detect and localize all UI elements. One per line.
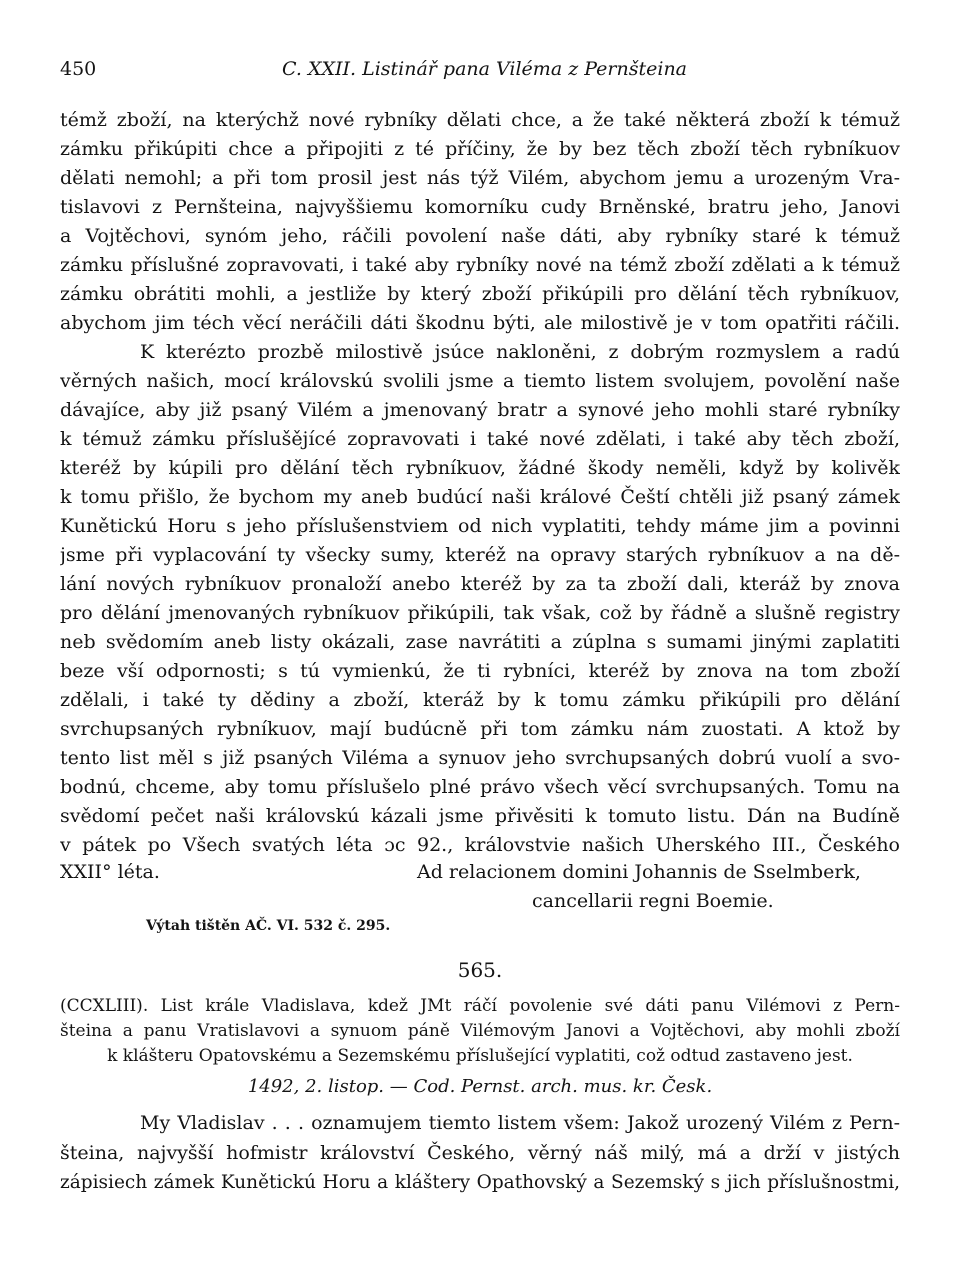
text-line: zdělali, i také ty dědiny a zboží, kteráž by k tomu zámku přikúpili pro dělání: [60, 689, 900, 711]
text-line: zámku obrátiti mohli, a jestliže by který zboží přikúpili pro dělání těch rybníkuov,: [60, 283, 900, 305]
text-line: svrchupsaných rybníkuov, mají budúcně při tom zámku nám zuostati. A ktož by: [60, 718, 900, 740]
text-line: bodnú, chceme, aby tomu příslušelo plné právo všech věcí svrchupsaných. Tomu na: [60, 776, 900, 798]
page-number: 450: [60, 58, 97, 80]
text-line: beze vší odpornosti; s tú vymienkú, že ti rybníci, kteréž by znova na tom zboží: [60, 660, 900, 682]
text-line: My Vladislav . . . oznamujem tiemto listem všem: Jakož urozený Vilém z Pern-: [140, 1112, 900, 1134]
text-line: a Vojtěchovi, synóm jeho, ráčili povolení naše dáti, aby rybníky staré k témuž: [60, 225, 900, 247]
text-line: dělati nemohl; a při tom prosil jest nás týž Vilém, abychom jemu a urozeným Vra-: [60, 167, 900, 189]
text-line: svědomí pečet naši královskú kázali jsme přivěsiti k tomuto listu. Dán na Budíně: [60, 805, 900, 827]
running-head: C. XXII. Listinář pana Viléma z Pernšteina: [282, 58, 688, 80]
regest-line: šteina a panu Vratislavovi a synuom páně Vilémovým Janovi a Vojtěchovi, aby mohli zboží: [60, 1021, 900, 1041]
source-note: Výtah tištěn AČ. VI. 532 č. 295.: [146, 918, 391, 934]
dating-line: 1492, 2. listop. — Cod. Pernst. arch. mus. kr. Česk.: [247, 1076, 713, 1097]
page-header: [60, 58, 900, 84]
text-line: tislavovi z Pernšteina, najvyššiemu komorníku cudy Brněnské, bratru jeho, Janovi: [60, 196, 900, 218]
text-line: K kterézto prozbě milostivě jsúce nakloněni, z dobrým rozmyslem a radú: [140, 341, 900, 363]
relation-line: Ad relacionem domini Johannis de Sselmberk,: [417, 861, 861, 883]
regest-line: k klášteru Opatovskému a Sezemskému příslušející vyplatiti, což odtud zastaveno jest.: [107, 1046, 853, 1066]
text-line: kteréž by kúpili pro dělání těch rybníkuov, žádné škody neměli, když by kolivěk: [60, 457, 900, 479]
charter-text-2: [60, 1108, 900, 1198]
text-line: jsme při vyplacování ty všecky sumy, kteréž na opravy starých rybníkuov a na dě-: [60, 544, 900, 566]
regest-line: (CCXLIII). List krále Vladislava, kdež JMt ráčí povolenie své dáti panu Vilémovi z Pern-: [60, 996, 900, 1016]
text-line: Kunětickú Horu s jeho příslušenstviem od nich vyplatiti, tehdy máme jim a povinni: [60, 515, 900, 537]
document-number: 565.: [457, 958, 503, 982]
text-line: pro dělání jmenovaných rybníkuov přikúpili, tak však, což by řádně a slušně registry: [60, 602, 900, 624]
text-line: věrných našich, mocí královskú svolili jsme a tiemto listem svolujem, povolění naše: [60, 370, 900, 392]
text-line: lání nových rybníkuov pronaloží anebo kteréž by za ta zboží dali, kteráž by znova: [60, 573, 900, 595]
text-line: témž zboží, na kterýchž nové rybníky dělati chce, a že také některá zboží k témuž: [60, 109, 900, 131]
text-line: neb svědomím aneb listy okázali, zase navrátiti a zúplna s sumami jinými zaplatiti: [60, 631, 900, 653]
text-line: k tomu přišlo, že bychom my aneb budúcí naši králové Čeští chtěli již psaný zámek: [60, 486, 900, 508]
text-line: tento list měl s již psaných Viléma a synuov jeho svrchupsaných dobrú vuolí a svo-: [60, 747, 900, 769]
text-line: dávajíce, aby již psaný Vilém a jmenovaný bratr a synové jeho mohli staré rybníky: [60, 399, 900, 421]
text-line: zápisiech zámek Kunětickú Horu a kláštery Opathovský a Sezemský s jich příslušnostmi,: [60, 1172, 900, 1193]
text-line: k témuž zámku příslušějícé zopravovati i také nové zdělati, i také aby těch zboží,: [60, 428, 900, 450]
text-line: v pátek po Všech svatých léta ɔc 92., královstvie našich Uherského III., Českého: [60, 834, 900, 856]
year-line: XXII° léta.: [60, 861, 160, 883]
text-line: šteina, najvyšší hofmistr království Českého, věrný náš milý, má a drží v jistých: [60, 1142, 900, 1164]
chancellor-line: cancellarii regni Boemie.: [532, 890, 774, 912]
charter-text: [60, 106, 900, 860]
regest: [60, 994, 900, 1069]
text-line: abychom jim téch věcí neráčili dáti škodnu býti, ale milostivě je v tom opatřiti ráčili.: [60, 312, 900, 334]
text-line: zámku přikúpiti chce a připojiti z té příčiny, že by bez těch zboží těch rybníkuov: [60, 138, 900, 160]
text-line: zámku příslušné zopravovati, i také aby rybníky nové na témž zboží zdělati a k témuž: [60, 254, 900, 276]
